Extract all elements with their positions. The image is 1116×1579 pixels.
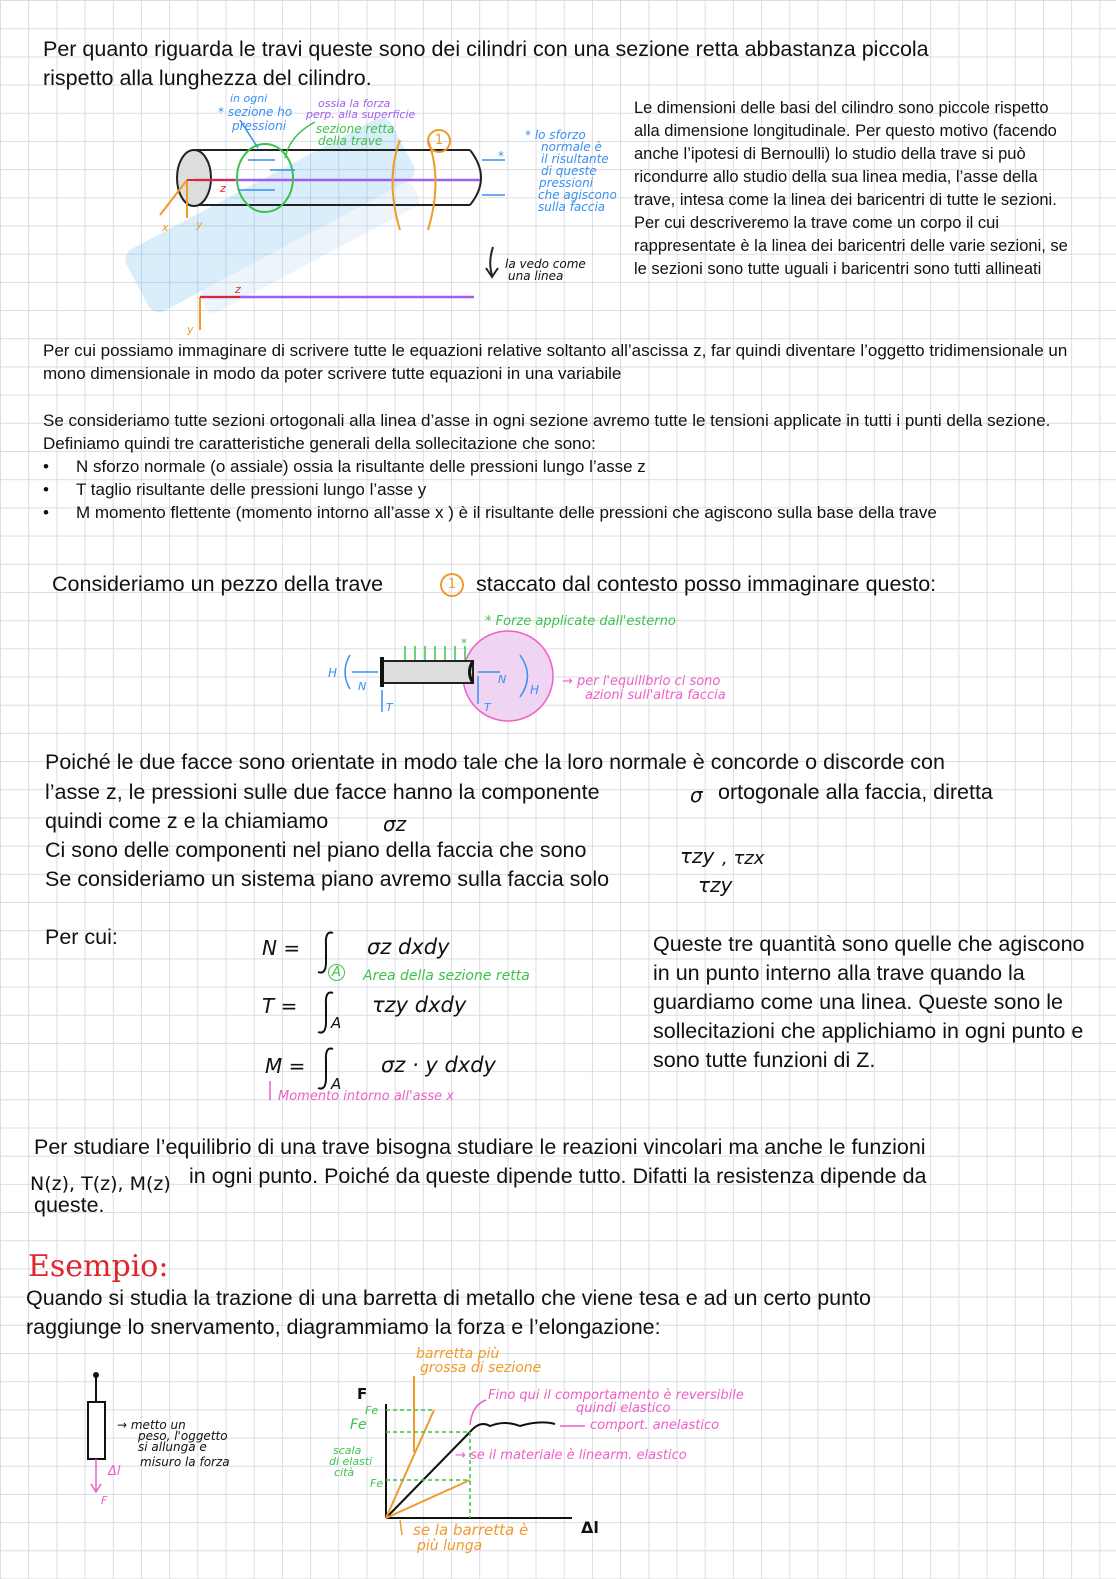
consider-text-before: Consideriamo un pezzo della trave — [52, 572, 384, 596]
poiche-line-2a: l’asse z, le pressioni sulle due facce hanno la componente — [45, 780, 600, 804]
moment-H-right: H — [530, 683, 540, 697]
intro-line-2: rispetto alla lunghezza del cilindro. — [43, 66, 372, 90]
paragraph-sezioni: Se consideriamo tutte sezioni ortogonali alla linea d’asse in ogni sezione avremo tutte le tensioni applicate in tutti i punti della sezione. Definiamo quindi tre caratteristiche generali della sollecitazione che sono: — [43, 411, 1051, 453]
force-arrow-label: F — [101, 1494, 108, 1507]
linear-elastic-note: → se il materiale è linearm. elastico — [455, 1448, 687, 1463]
annotation-sforzo-5: pressioni — [539, 176, 594, 190]
Fe-label: Fe — [350, 1417, 367, 1433]
equilibrium-note-2: azioni sull'altra faccia — [585, 688, 726, 703]
side-description: Le dimensioni delle basi del cilindro sono piccole rispetto alla dimensione longitudinale. Per questo motivo (facendo anche l’ipotesi di Bernoulli) lo studio della trave si può ricondurre allo studio della sua linea media, l’asse della trave, intesa come la linea dei baricentri di tutte le sezioni. Per cui descriveremo la trave come un corpo il cui rappresentate è la linea dei baricentri delle varie sezioni, se le sezioni sono tutte uguali i baricentri sono tutti allineati — [634, 99, 1068, 278]
scale-note-2: di elasti — [329, 1455, 373, 1468]
formula-M-lhs: M = — [265, 1054, 306, 1078]
formula-explanation: Queste tre quantità sono quelle che agiscono in un punto interno alla trave quando la guardiamo come una linea. Queste sono le sollecitazioni che applichiamo in ogni punto e sono tutte funzioni di Z. — [653, 932, 1085, 1072]
annotation-sforzo-6: che agiscono — [538, 188, 617, 202]
axis-label-x: x — [162, 221, 169, 234]
poiche-line-3: quindi come z e la chiamiamo — [45, 809, 329, 833]
thicker-bar-note-2: grossa di sezione — [420, 1360, 542, 1376]
poiche-line-5: Se consideriamo un sistema piano avremo sulla faccia solo — [45, 867, 610, 891]
esempio-line-2: raggiunge lo snervamento, diagrammiamo la forza e l’elongazione: — [26, 1315, 661, 1339]
annotation-retta-1: sezione retta — [316, 122, 395, 136]
formula-M-integrand: σz · y dxdy — [381, 1053, 496, 1077]
tau-zx-symbol: , τzx — [722, 848, 765, 869]
paragraph-equazioni: Per cui possiamo immaginare di scrivere tutte le equazioni relative soltanto all’ascissa z, far quindi diventare l’oggetto tridimensionale un mono dimensionale in modo da poter scrivere tutte equazioni in una variabile — [43, 341, 1068, 383]
annotation-star: * — [498, 149, 504, 163]
sigma-symbol: σ — [690, 783, 703, 807]
annotation-linea-2: una linea — [508, 269, 564, 283]
annotation-sforzo-2: normale è — [541, 140, 602, 154]
thicker-bar-note-1: barretta più — [416, 1346, 500, 1362]
area-circle-A: A — [328, 964, 345, 981]
moment-H-left: H — [328, 666, 338, 680]
bullet-item: • M momento flettente (momento intorno all’asse x ) è il risultante delle pressioni che agiscono sulla base della trave — [43, 501, 1103, 524]
consider-text-after: staccato dal contesto posso immaginare questo: — [476, 572, 937, 596]
longer-bar-note-1: se la barretta è — [413, 1521, 529, 1539]
poiche-line-2b: ortogonale alla faccia, diretta — [718, 780, 993, 804]
formula-M-subscript: A — [331, 1075, 342, 1093]
sigma-z-symbol: σz — [383, 812, 407, 836]
formula-T-subscript: A — [331, 1014, 342, 1032]
formula-N-integrand: σz dxdy — [367, 935, 450, 959]
axis-label-y: y — [196, 218, 203, 231]
annotation-sforzo-7: sulla faccia — [538, 200, 606, 214]
bullet-item: • T taglio risultante delle pressioni lungo l’asse y — [43, 478, 1103, 501]
poiche-line-4: Ci sono delle componenti nel piano della faccia che sono — [45, 838, 587, 862]
axis-label-y-line: y — [187, 323, 194, 336]
axis-label-z: z — [220, 182, 226, 195]
forces-star: * — [461, 636, 467, 650]
intro-line-1: Per quanto riguarda le travi queste sono dei cilindri con una sezione retta abbastanza piccola — [43, 37, 929, 61]
formula-T-integrand: τzy dxdy — [372, 993, 467, 1017]
formula-N-lhs: N = — [262, 936, 301, 960]
weight-note-3: si allunga e — [138, 1440, 207, 1454]
Fe-top-label: Fe — [365, 1404, 379, 1417]
annotation-sforzo-1: * lo sforzo — [525, 128, 586, 142]
bullet-item: • N sforzo normale (o assiale) ossia la risultante delle pressioni lungo l’asse z — [43, 455, 1103, 478]
axis-label-z-line: z — [235, 283, 241, 296]
reversible-note-2: quindi elastico — [576, 1401, 671, 1416]
shear-T-right: T — [484, 701, 491, 714]
x-axis-label-dl: Δl — [581, 1518, 599, 1537]
y-axis-label-F: F — [357, 1385, 368, 1403]
normal-N-left: N — [358, 680, 367, 693]
formula-T-lhs: T = — [262, 994, 298, 1018]
anelastic-note: comport. anelastico — [590, 1418, 720, 1433]
weight-note-2: peso, l'oggetto — [138, 1429, 228, 1443]
consider-number-circle: 1 — [440, 573, 464, 597]
percui-label: Per cui: — [45, 925, 118, 949]
study-line-1: Per studiare l’equilibrio di una trave bisogna studiare le reazioni vincolari ma anche le funzioni — [34, 1135, 926, 1159]
weight-note-1: → metto un — [117, 1418, 186, 1432]
beam-piece-number-circle: 1 — [427, 129, 451, 153]
scale-note-1: scala — [333, 1444, 362, 1457]
functions-NTM: N(z), T(z), M(z) — [30, 1173, 171, 1195]
equilibrium-note-1: → per l'equilibrio ci sono — [562, 674, 721, 689]
esempio-line-1: Quando si studia la trazione di una barretta di metallo che viene tesa e ad un certo punto — [26, 1286, 872, 1310]
tau-zy-only-symbol: τzy — [698, 873, 733, 897]
tau-zy-symbol: τzy — [680, 844, 715, 868]
study-line-2: in ogni punto. Poiché da queste dipende tutto. Difatti la resistenza dipende da — [189, 1164, 927, 1188]
Fe-low-label: Fe — [370, 1477, 384, 1490]
annotation-linea-1: la vedo come — [505, 257, 586, 271]
forces-applied-label: * Forze applicate dall'esterno — [485, 614, 676, 629]
moment-note: Momento intorno all'asse x — [278, 1089, 454, 1104]
esempio-title: Esempio: — [28, 1249, 169, 1284]
annotation-forza-2: perp. alla superficie — [306, 108, 416, 121]
poiche-line-1: Poiché le due facce sono orientate in modo tale che la loro normale è concorde o discorde con — [45, 750, 945, 774]
annotation-sforzo-3: il risultante — [541, 152, 609, 166]
annotation-sezione-1: in ogni — [230, 92, 268, 105]
shear-T-left: T — [386, 701, 393, 714]
annotation-sezione-3: pressioni — [232, 119, 287, 133]
elongation-label-bar: Δl — [108, 1464, 121, 1479]
scale-note-3: cità — [334, 1466, 355, 1479]
annotation-forza-1: ossia la forza — [318, 97, 391, 110]
longer-bar-note-2: più lunga — [417, 1538, 483, 1554]
reversible-note-1: Fino qui il comportamento è reversibile — [488, 1388, 744, 1403]
study-line-3: queste. — [34, 1193, 105, 1217]
area-note: Area della sezione retta — [363, 968, 530, 984]
annotation-sezione-2: * sezione ho — [218, 105, 293, 119]
normal-N-right: N — [498, 673, 507, 686]
annotation-retta-2: della trave — [318, 134, 383, 148]
weight-note-4: misuro la forza — [140, 1455, 230, 1469]
annotation-sforzo-4: di queste — [541, 164, 597, 178]
